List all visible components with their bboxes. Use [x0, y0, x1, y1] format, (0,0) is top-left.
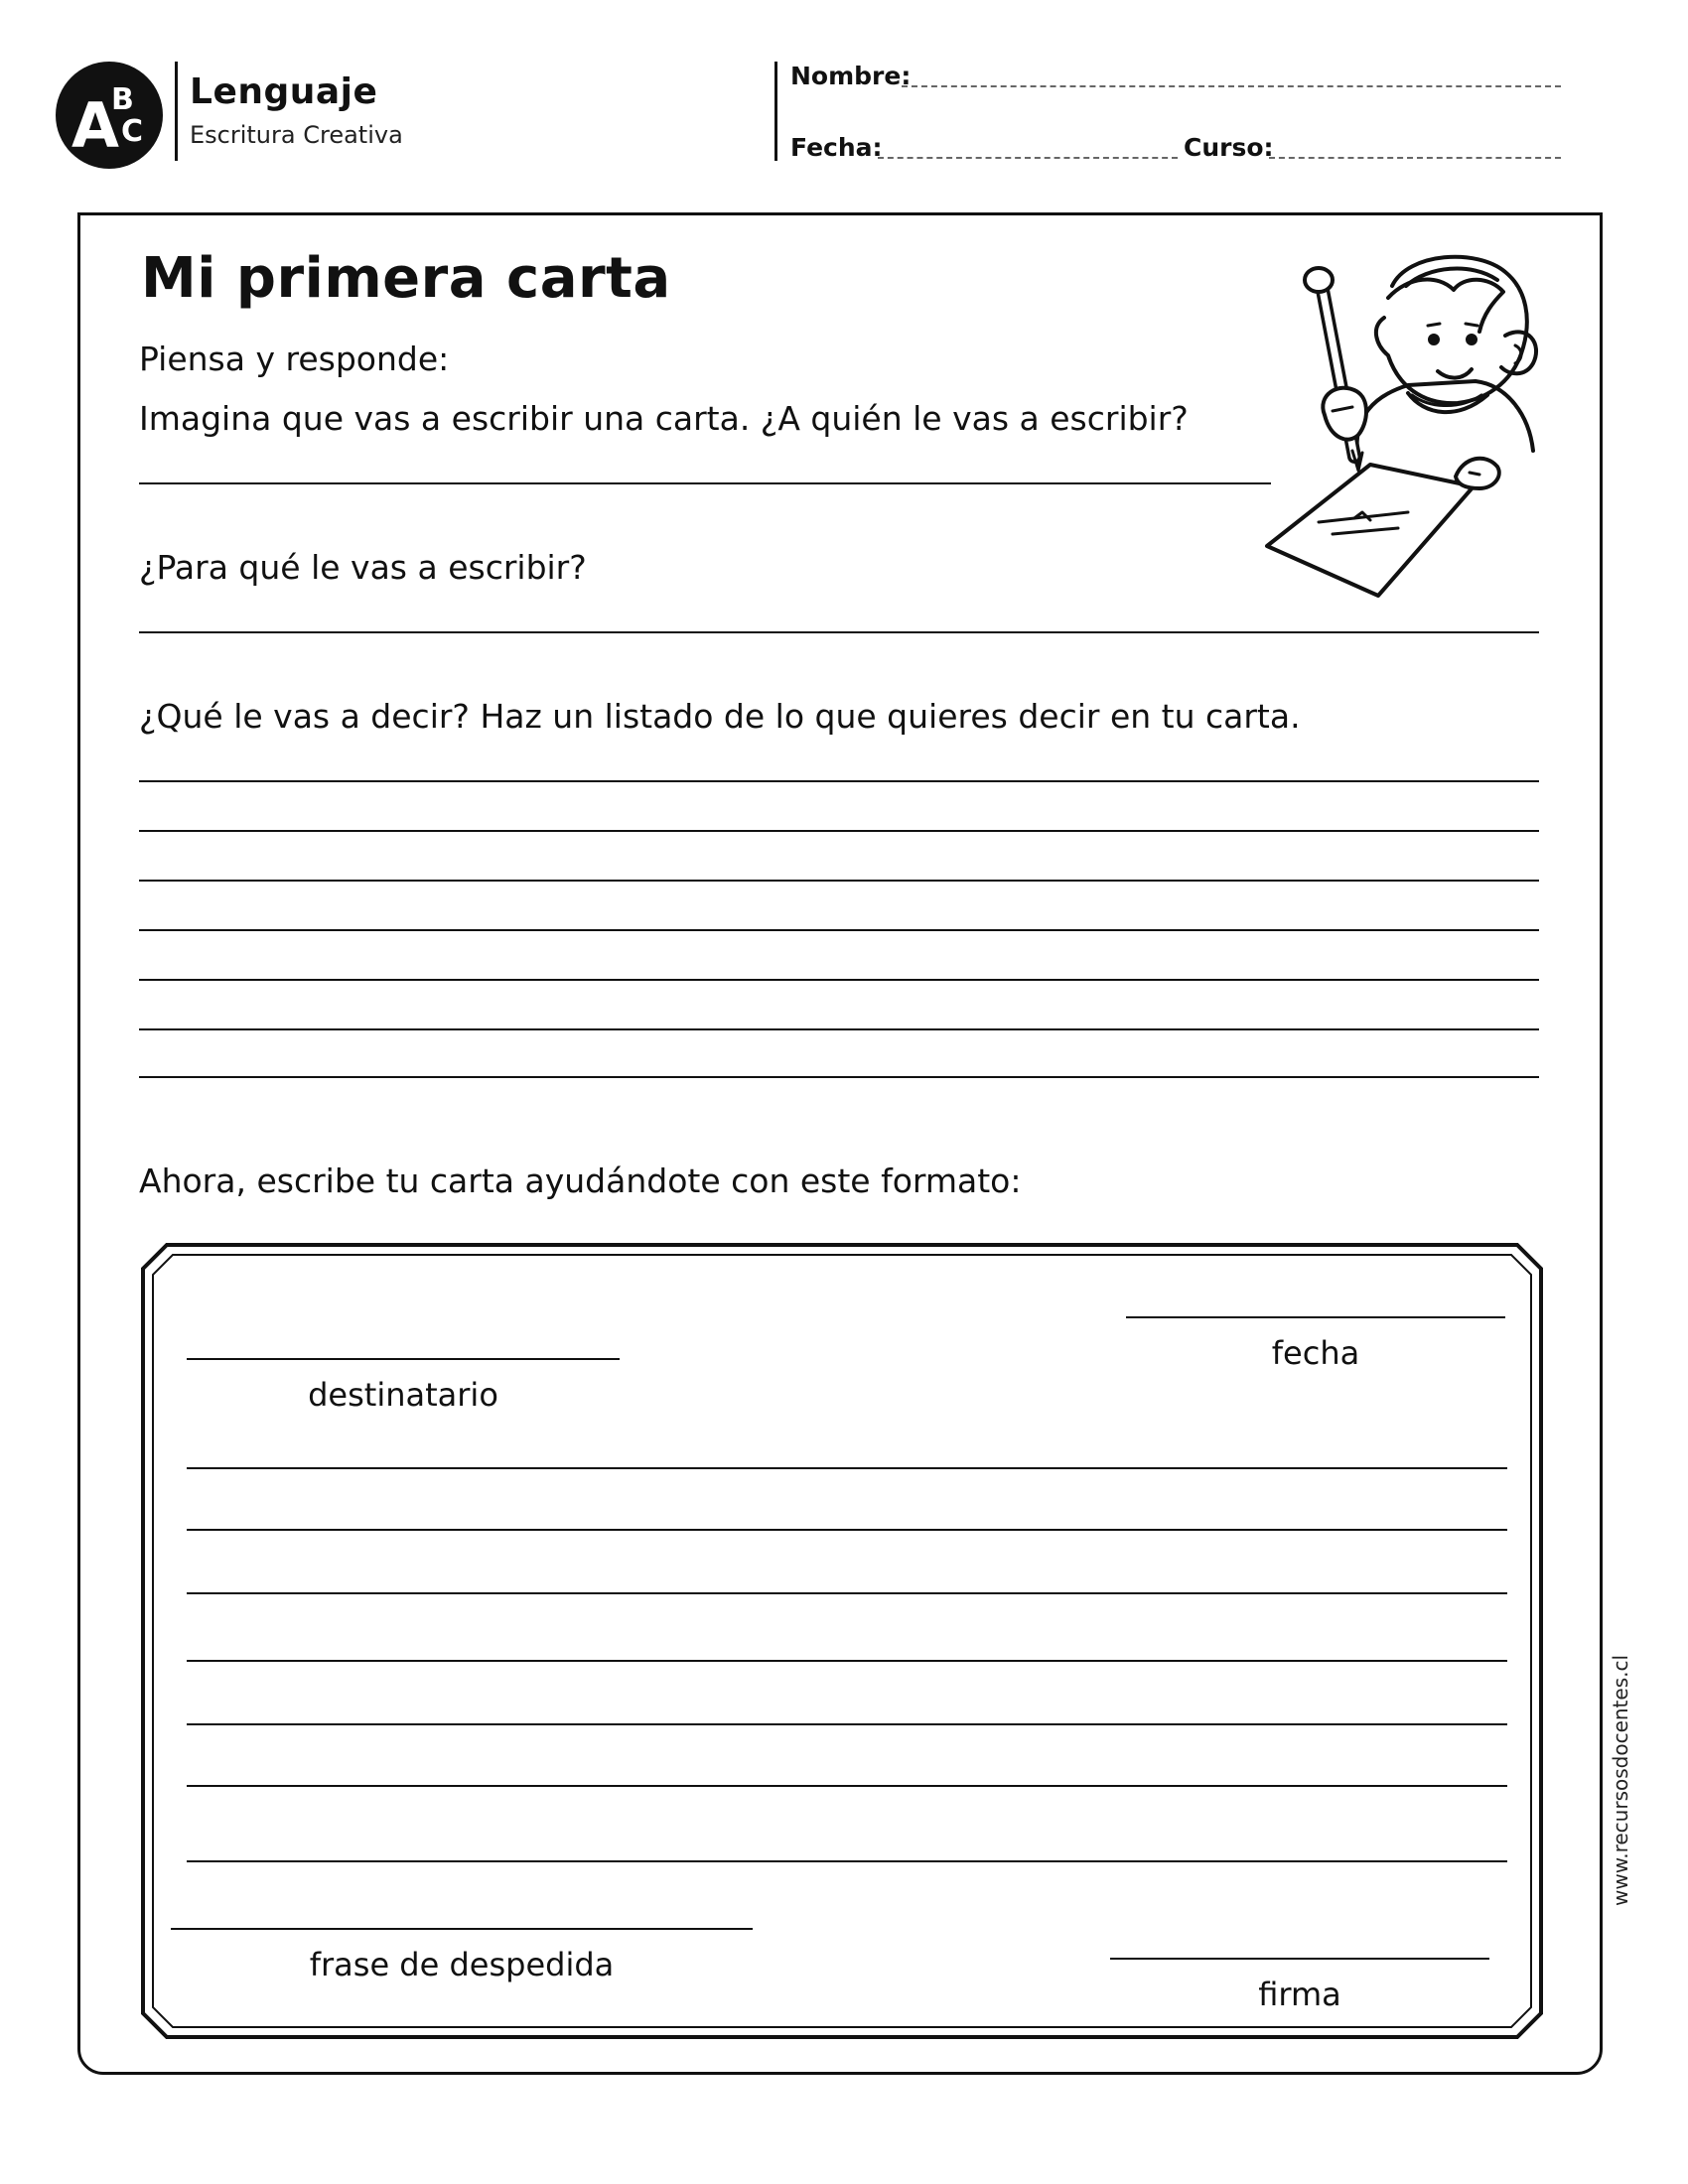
letter-prompt: Ahora, escribe tu carta ayudándote con este formato:: [139, 1161, 1022, 1200]
logo-letter-b: B: [111, 82, 134, 117]
letter-body-line[interactable]: [187, 1660, 1507, 1662]
date-label: Fecha:: [790, 133, 883, 162]
answer-line-2[interactable]: [139, 631, 1539, 633]
logo-letter-c: C: [121, 114, 144, 149]
course-field[interactable]: [1269, 157, 1561, 159]
worksheet-title: Mi primera carta: [141, 246, 671, 311]
question-3: ¿Qué le vas a decir? Haz un listado de lo que quieres decir en tu carta.: [139, 697, 1301, 736]
letter-body-line[interactable]: [187, 1529, 1507, 1531]
date-line-label: fecha: [1271, 1334, 1360, 1372]
child-writing-illustration-icon: [1259, 246, 1587, 614]
name-field[interactable]: [902, 85, 1561, 87]
answer-line-1[interactable]: [139, 482, 1271, 484]
date-line[interactable]: [1126, 1316, 1505, 1318]
website-watermark: www.recursosdocentes.cl: [1609, 1654, 1632, 1906]
signature-line[interactable]: [1110, 1958, 1489, 1960]
recipient-line[interactable]: [187, 1358, 620, 1360]
list-line[interactable]: [139, 780, 1539, 782]
list-line[interactable]: [139, 929, 1539, 931]
name-label: Nombre:: [790, 62, 912, 90]
date-field[interactable]: [878, 157, 1178, 159]
closing-line-label: frase de despedida: [309, 1946, 615, 1983]
closing-line[interactable]: [171, 1928, 753, 1930]
subject-subtitle: Escritura Creativa: [190, 121, 403, 149]
signature-line-label: firma: [1258, 1976, 1341, 2013]
list-line[interactable]: [139, 830, 1539, 832]
instruction-text: Piensa y responde:: [139, 340, 450, 378]
subject-title: Lenguaje: [190, 71, 378, 112]
list-line[interactable]: [139, 979, 1539, 981]
letter-body-line[interactable]: [187, 1467, 1507, 1469]
header-divider-right: [774, 62, 777, 161]
course-label: Curso:: [1184, 133, 1274, 162]
question-2: ¿Para qué le vas a escribir?: [139, 548, 587, 587]
logo-letter-a: A: [71, 89, 119, 162]
recipient-line-label: destinatario: [308, 1376, 498, 1414]
list-line[interactable]: [139, 1076, 1539, 1078]
abc-logo-icon: [56, 62, 163, 169]
letter-body-line[interactable]: [187, 1785, 1507, 1787]
header-divider: [175, 62, 178, 161]
letter-body-line[interactable]: [187, 1723, 1507, 1725]
letter-body-line[interactable]: [187, 1592, 1507, 1594]
list-line[interactable]: [139, 1028, 1539, 1030]
question-1: Imagina que vas a escribir una carta. ¿A quién le vas a escribir?: [139, 399, 1189, 438]
letter-body-line[interactable]: [187, 1860, 1507, 1862]
list-line[interactable]: [139, 880, 1539, 882]
